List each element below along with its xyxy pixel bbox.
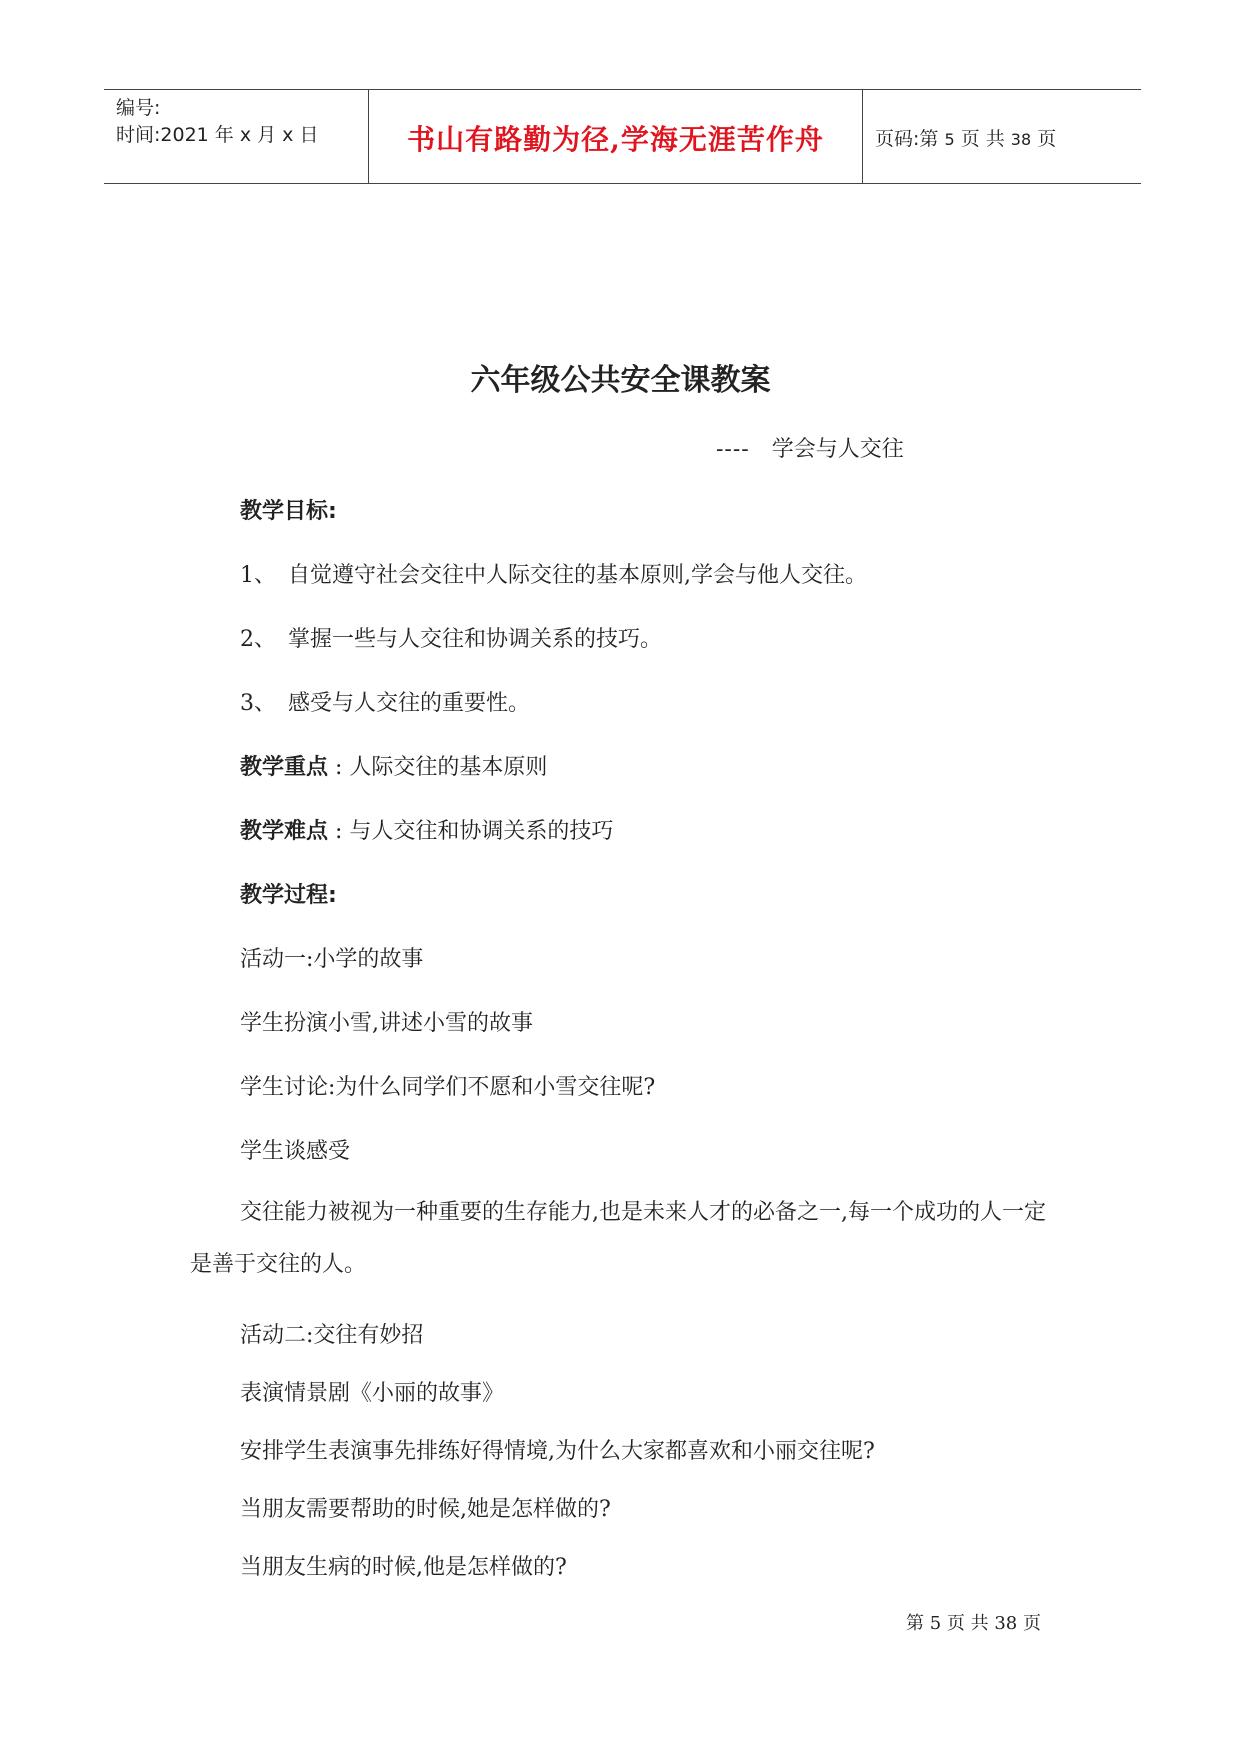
body-paragraph: 交往能力被视为一种重要的生存能力,也是未来人才的必备之一,每一个成功的人一定是善于交往的人。: [190, 1200, 1046, 1277]
body-line: 学生谈感受: [240, 1139, 351, 1164]
body-line: 表演情景剧《小丽的故事》: [240, 1381, 505, 1406]
key-point: 教学重点 : 人际交往的基本原则: [240, 755, 548, 780]
time-label: 时间:2021 年 x 月 x 日: [116, 124, 319, 146]
goals-heading: 教学目标:: [240, 499, 337, 524]
goal-item: 1、 自觉遵守社会交往中人际交往的基本原则,学会与他人交往。: [240, 563, 867, 588]
goal-item: 2、 掌握一些与人交往和协调关系的技巧。: [240, 627, 663, 652]
process-heading: 教学过程:: [240, 883, 337, 908]
goal-item: 3、 感受与人交往的重要性。: [240, 691, 531, 716]
subtitle-dash: ----: [716, 437, 750, 462]
subtitle-text: 学会与人交往: [771, 437, 904, 462]
body-line: 活动一:小学的故事: [240, 947, 424, 972]
header-left-cell: [104, 90, 369, 183]
number-label: 编号:: [116, 97, 161, 119]
header-motto-cell: [369, 90, 863, 183]
body-line: 当朋友生病的时候,他是怎样做的?: [240, 1555, 567, 1580]
document-header: [104, 89, 1141, 184]
body-line: 当朋友需要帮助的时候,她是怎样做的?: [240, 1497, 611, 1522]
body-line: 安排学生表演事先排练好得情境,为什么大家都喜欢和小丽交往呢?: [240, 1439, 875, 1464]
page-total: 38: [1010, 130, 1032, 149]
difficulty-point: 教学难点 : 与人交往和协调关系的技巧: [240, 819, 614, 844]
page-footer: 第 5 页 共 38 页: [906, 1613, 1041, 1634]
page-info: [875, 124, 1056, 151]
page-num: 5: [944, 130, 955, 149]
document-subtitle: [716, 432, 904, 463]
body-line: 活动二:交往有妙招: [240, 1323, 424, 1348]
motto: 书山有路勤为径,学海无涯苦作舟: [407, 123, 824, 156]
body-line: 学生扮演小雪,讲述小雪的故事: [240, 1011, 533, 1036]
header-page-cell: [863, 90, 1141, 183]
page-suffix: 页: [1037, 128, 1057, 150]
document-title: 六年级公共安全课教案: [470, 363, 771, 398]
body-line: 学生讨论:为什么同学们不愿和小雪交往呢?: [240, 1075, 656, 1100]
page-prefix: 页码:第: [875, 128, 939, 150]
page-mid: 页 共: [960, 128, 1005, 150]
